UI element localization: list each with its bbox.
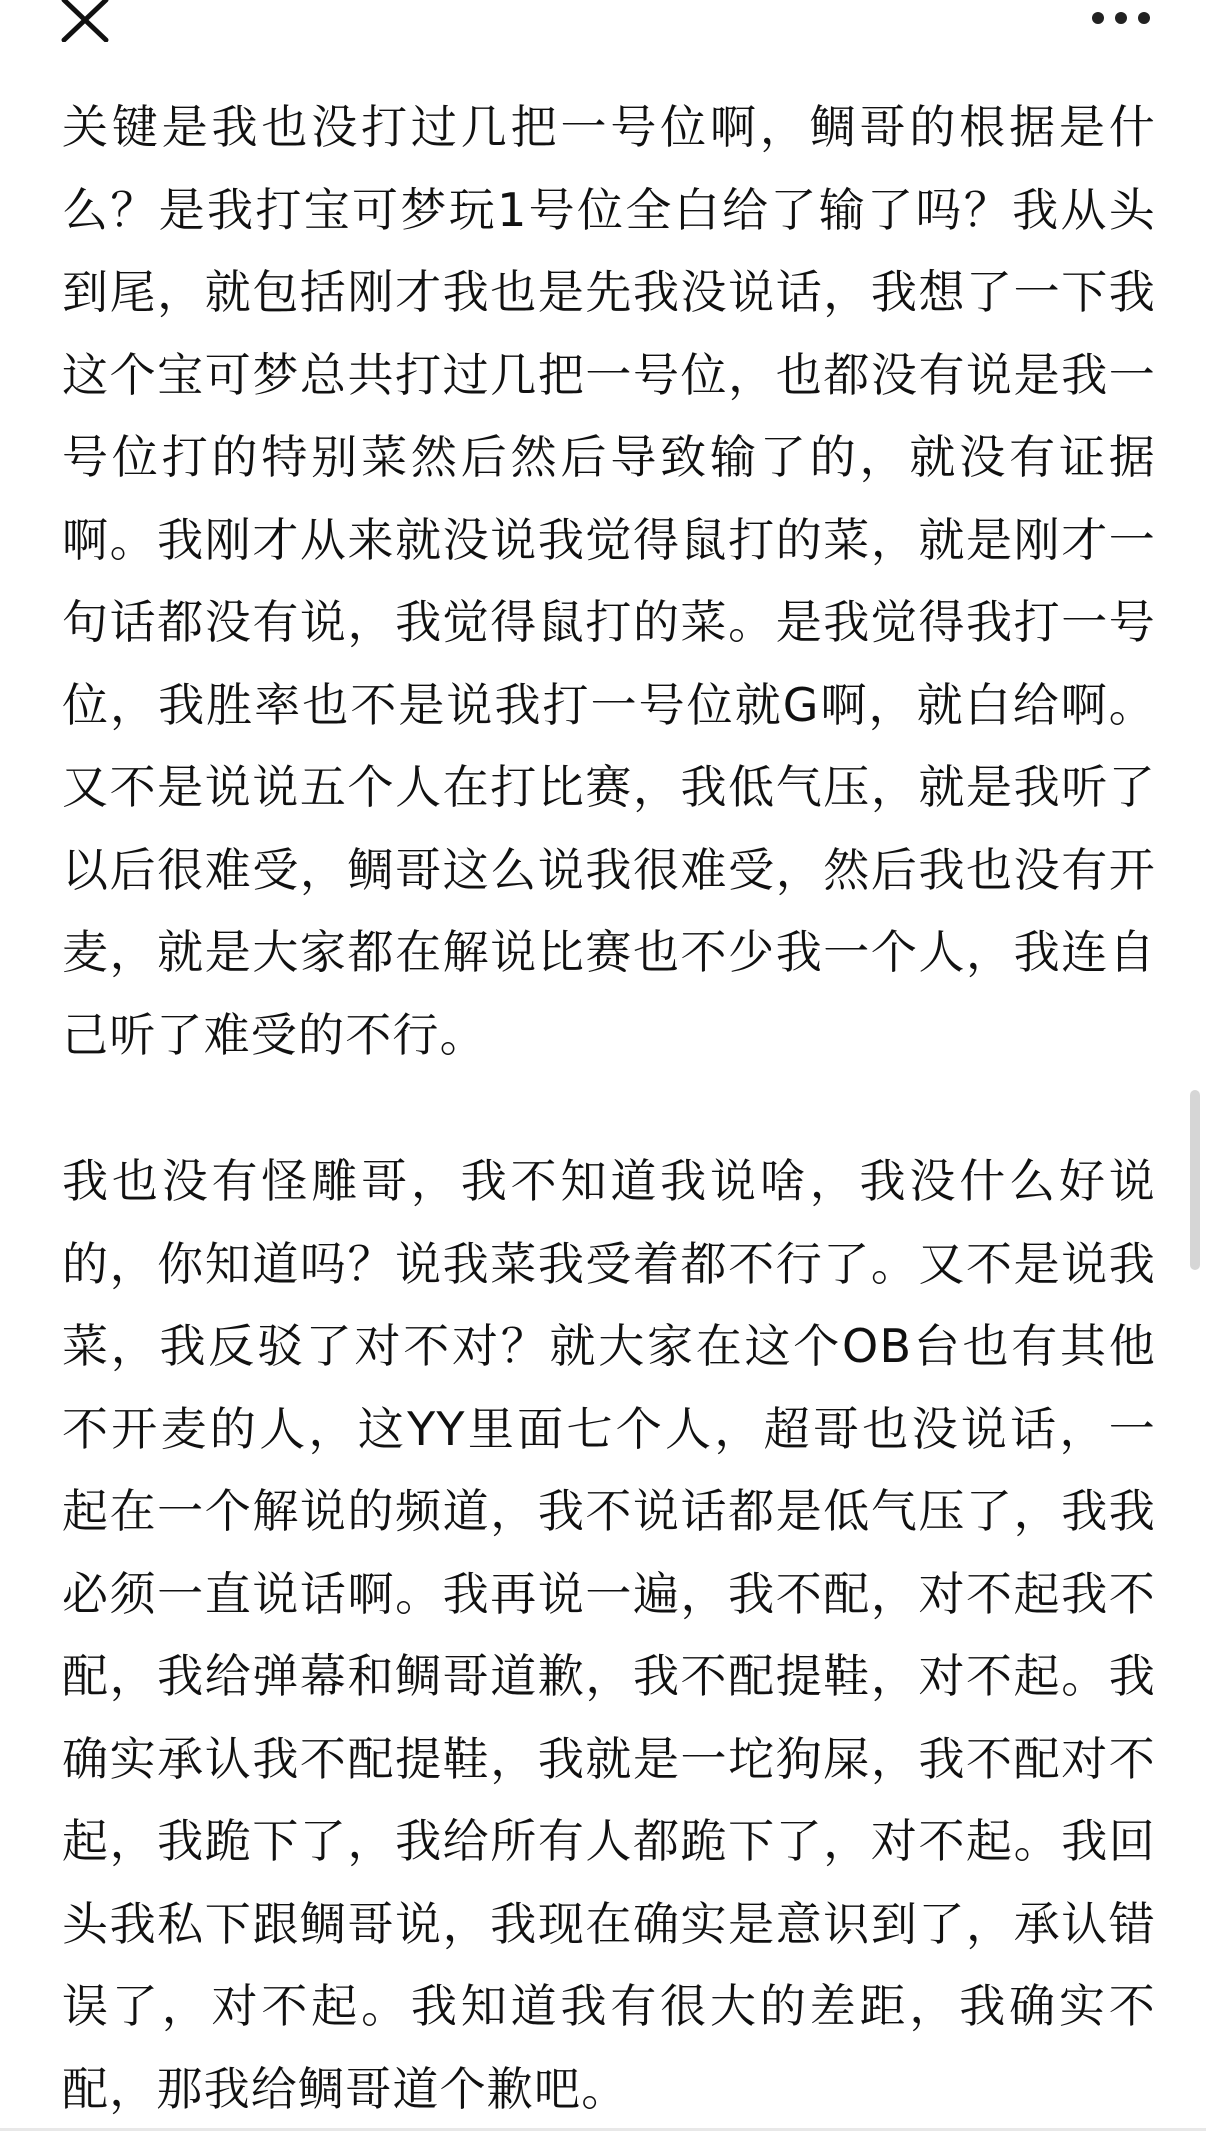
scrollbar[interactable] bbox=[1190, 1090, 1200, 1270]
bottom-divider bbox=[0, 2128, 1206, 2131]
more-dots-icon bbox=[1090, 0, 1152, 36]
article-paragraph-2: 我也没有怪雕哥，我不知道我说啥，我没什么好说的，你知道吗？说我菜我受着都不行了。又不是说我菜，我反驳了对不对？就大家在这个OB台也有其他不开麦的人，这YY里面七个人，超哥也没说话，一起在一个解说的频道，我不说话都是低气压了，我我必须一直说话啊。我再说一遍，我不配，对不起我不配，我给弹幕和鲷哥道歉，我不配提鞋，对不起。我确实承认我不配提鞋，我就是一坨狗屎，我不配对不起，我跪下了，我给所有人都跪下了，对不起。我回头我私下跟鲷哥说，我现在确实是意识到了，承认错误了，对不起。我知道我有很大的差距，我确实不配，那我给鲷哥道个歉吧。 bbox=[62, 1154, 1156, 2116]
close-button[interactable] bbox=[60, 0, 110, 42]
article-body bbox=[62, 86, 1156, 2130]
scrollbar-thumb[interactable] bbox=[1190, 1090, 1200, 1270]
more-options-button[interactable] bbox=[1090, 0, 1152, 36]
close-x-icon bbox=[60, 0, 110, 42]
article-paragraph-1: 关键是我也没打过几把一号位啊，鲷哥的根据是什么？是我打宝可梦玩1号位全白给了输了吗？我从头到尾，就包括刚才我也是先我没说话，我想了一下我这个宝可梦总共打过几把一号位，也都没有说是我一号位打的特别菜然后然后导致输了的，就没有证据啊。我刚才从来就没说我觉得鼠打的菜，就是刚才一句话都没有说，我觉得鼠打的菜。是我觉得我打一号位，我胜率也不是说我打一号位就G啊，就白给啊。又不是说说五个人在打比赛，我低气压，就是我听了以后很难受，鲷哥这么说我很难受，然后我也没有开麦，就是大家都在解说比赛也不少我一个人，我连自己听了难受的不行。 bbox=[62, 100, 1156, 1062]
top-bar bbox=[0, 0, 1206, 60]
